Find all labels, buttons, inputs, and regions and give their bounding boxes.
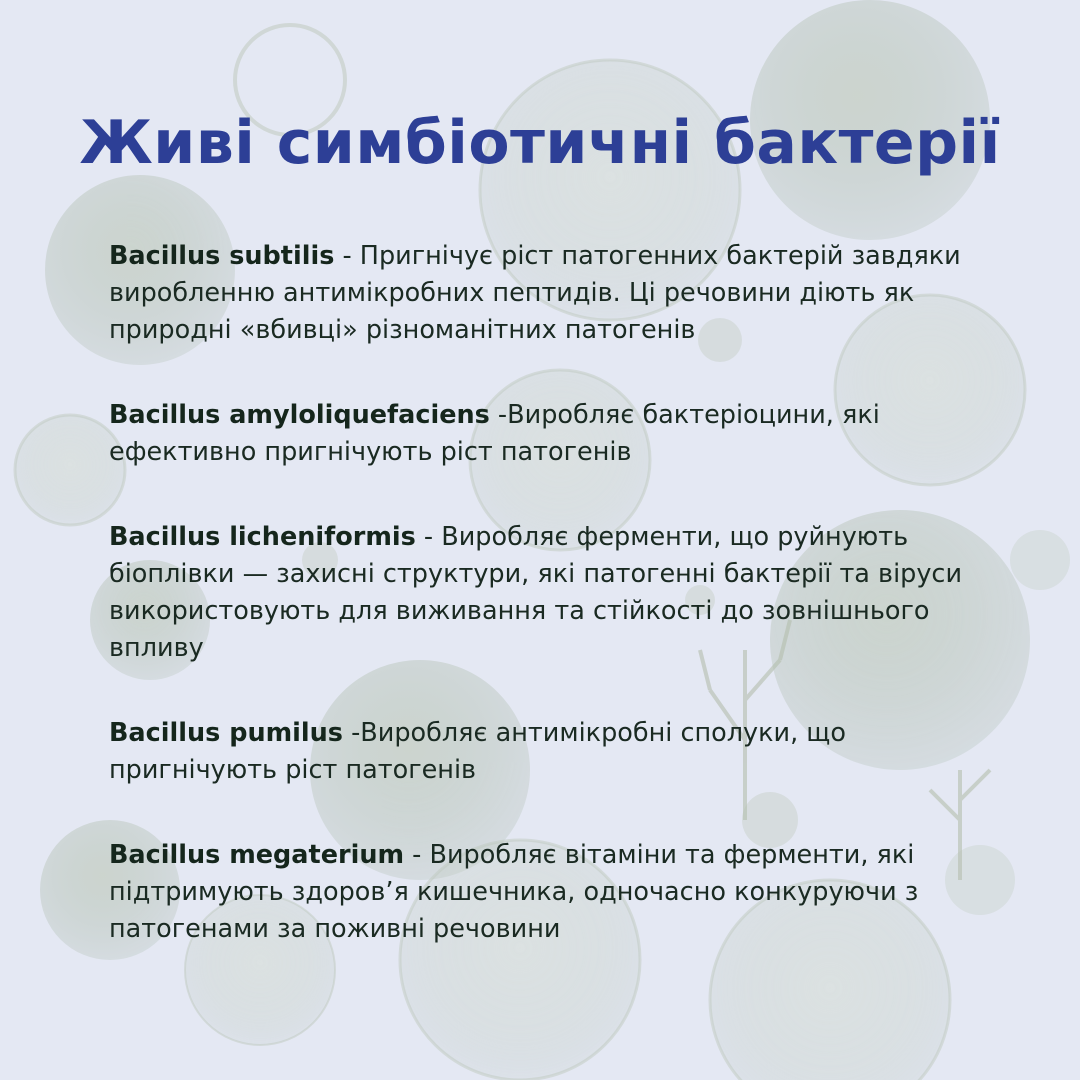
bacteria-description: Виробляє вітаміни та ферменти, які підтримують здоров’я кишечника, одночасно конкуруючи з патогенами за поживні речовини (109, 840, 919, 944)
bacteria-description: Пригнічує ріст патогенних бактерій завдяки виробленню антимікробних пептидів. Ці речовини діють як природні «вбивці» різноманітних патогенів (109, 241, 961, 345)
bacteria-entry-amyloliquefaciens (109, 397, 989, 471)
separator: - (415, 522, 442, 552)
bacteria-description: Виробляє бактеріоцини, які ефективно пригнічують ріст патогенів (109, 400, 880, 467)
separator: - (489, 400, 508, 430)
bacteria-description: Виробляє антимікробні сполуки, що пригнічують ріст патогенів (109, 718, 846, 785)
bacteria-name: Bacillus megaterium (109, 840, 405, 870)
bacteria-entry-megaterium (109, 837, 989, 948)
bacteria-entry-pumilus (109, 715, 989, 789)
bacteria-name: Bacillus pumilus (109, 718, 343, 748)
separator: - (342, 718, 361, 748)
bacteria-name: Bacillus amyloliquefaciens (109, 400, 490, 430)
bacteria-list (109, 238, 989, 996)
separator: - (334, 241, 360, 271)
page-title: Живі симбіотичні бактерії (79, 108, 1001, 178)
separator: - (404, 840, 430, 870)
bacteria-description: Виробляє ферменти, що руйнують біоплівки — захисні структури, які патогенні бактерії та віруси використовують для виживання та стійкості до зовнішнього впливу (109, 522, 963, 663)
bacteria-entry-subtilis (109, 238, 989, 349)
bacteria-entry-licheniformis (109, 519, 989, 667)
bacteria-name: Bacillus subtilis (109, 241, 335, 271)
bacteria-name: Bacillus licheniformis (109, 522, 416, 552)
